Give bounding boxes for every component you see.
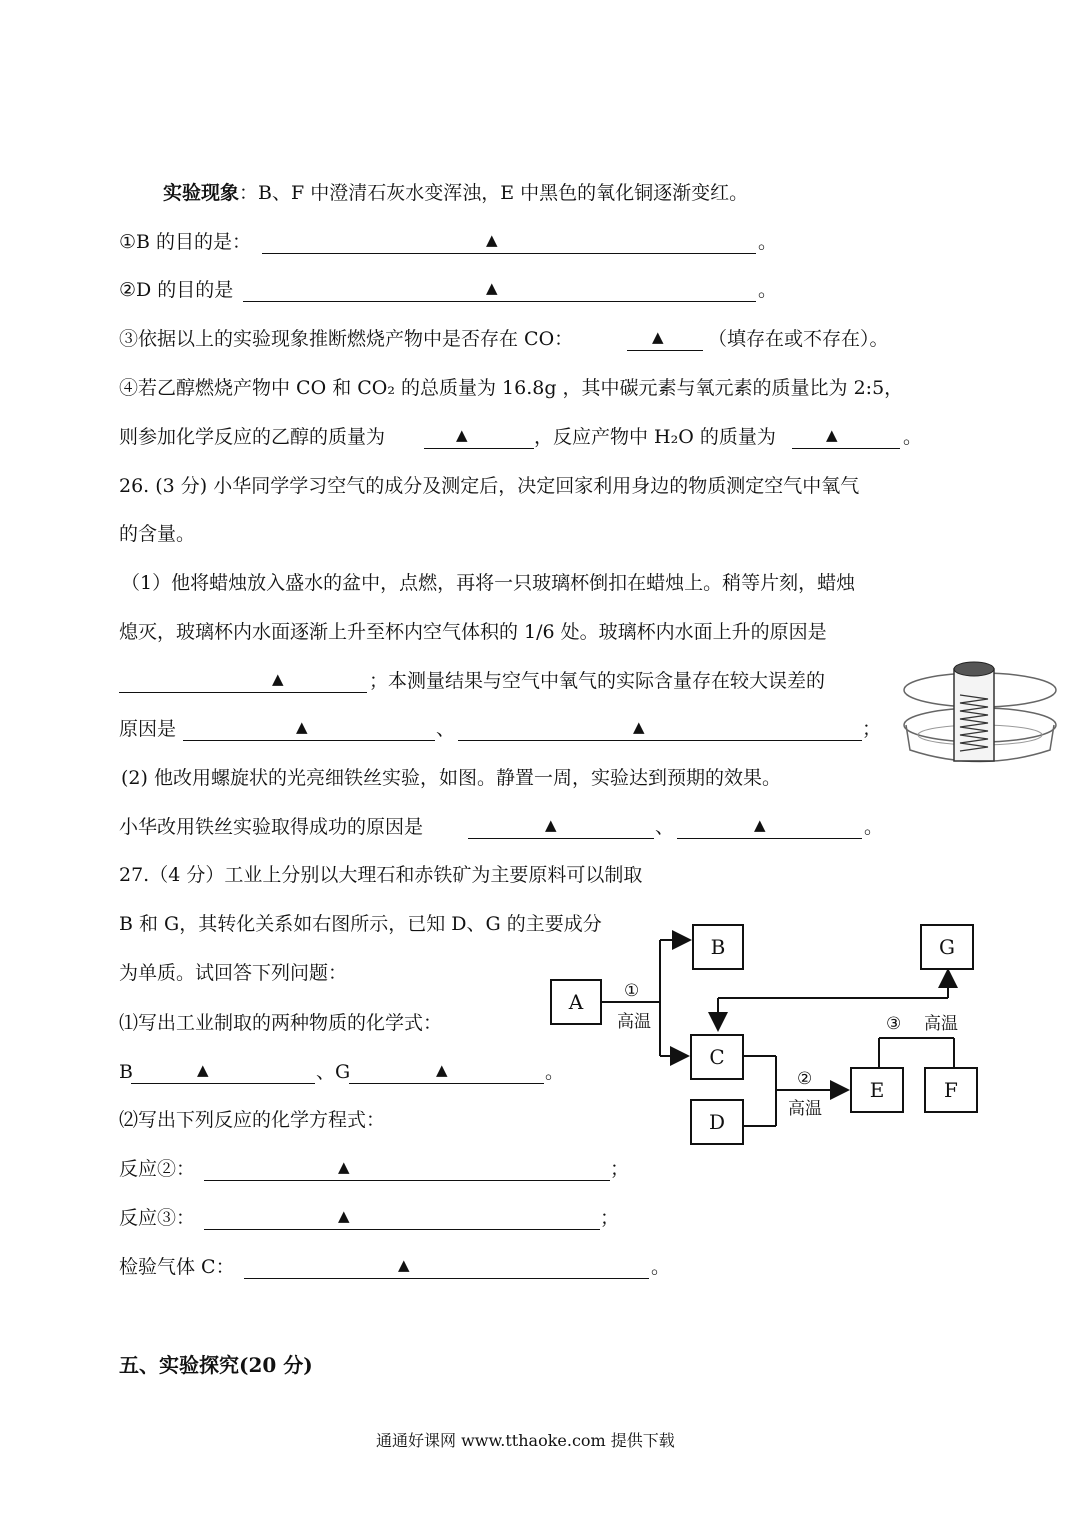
q26-p1-line1: （1）他将蜡烛放入盛水的盆中，点燃，再将一只玻璃杯倒扣在蜡烛上。稍等片刻，蜡烛 (121, 572, 856, 594)
answer-blank-error-2[interactable] (458, 716, 862, 741)
box-d: D (690, 1099, 744, 1145)
answer-marker: ▲ (272, 670, 284, 688)
answer-blank-water[interactable] (792, 424, 900, 449)
answer-marker: ▲ (456, 426, 468, 444)
period: 。 (864, 816, 884, 838)
answer-marker: ▲ (754, 816, 766, 834)
q-d-purpose: ②D 的目的是 (119, 279, 234, 301)
observation-label: 实验现象 (163, 182, 240, 204)
semicolon: ； (610, 1158, 630, 1180)
answer-blank-ethanol[interactable] (424, 424, 534, 449)
answer-marker: ▲ (486, 279, 498, 297)
answer-marker: ▲ (633, 718, 645, 736)
q27-sub2: ⑵写出下列反应的化学方程式： (119, 1109, 386, 1131)
period: 。 (758, 231, 778, 253)
period: 。 (903, 426, 923, 448)
semicolon: ； (600, 1207, 620, 1229)
answer-blank-error-1[interactable] (183, 716, 435, 741)
semicolon: ； (862, 718, 882, 740)
answer-blank-b-purpose[interactable] (262, 229, 756, 254)
answer-blank-reaction-3[interactable] (204, 1205, 600, 1230)
q-water-mass: ，反应产物中 H₂O 的质量为 (534, 426, 776, 448)
condition-high-temp-3: 高温 (924, 1014, 958, 1034)
q27-sub1: ⑴写出工业制取的两种物质的化学式： (119, 1012, 443, 1034)
q27-line2: B 和 G，其转化关系如右图所示，已知 D、G 的主要成分 (119, 913, 602, 935)
answer-blank-co[interactable] (627, 326, 703, 351)
box-f: F (924, 1067, 978, 1113)
step-2-label: ② (797, 1069, 813, 1089)
q26-p1-line3: ；本测量结果与空气中氧气的实际含量存在较大误差的 (369, 670, 826, 692)
answer-marker: ▲ (296, 718, 308, 736)
step-1-label: ① (624, 981, 640, 1001)
condition-high-temp-1: 高温 (617, 1012, 651, 1032)
q-mass-line1: ④若乙醇燃烧产物中 CO 和 CO₂ 的总质量为 16.8g ，其中碳元素与氧元素的质量比为 2:5， (119, 377, 904, 399)
answer-blank-success-1[interactable] (468, 814, 654, 839)
label-gas-c: 检验气体 C： (119, 1256, 235, 1278)
separator: 、 (436, 718, 456, 740)
q-b-purpose: ①B 的目的是： (119, 231, 252, 253)
label-b: B (119, 1061, 133, 1083)
q26-p2-line2: 小华改用铁丝实验取得成功的原因是 (119, 816, 424, 838)
answer-marker: ▲ (486, 231, 498, 249)
box-e: E (850, 1067, 904, 1113)
answer-marker: ▲ (197, 1061, 209, 1079)
period: 。 (758, 279, 778, 301)
period: 。 (545, 1061, 565, 1083)
observation-text: ：B、F 中澄清石灰水变浑浊，E 中黑色的氧化铜逐渐变红。 (239, 182, 749, 204)
box-g: G (920, 924, 974, 970)
label-g: 、G (316, 1061, 351, 1083)
experiment-observation (163, 180, 748, 206)
q-co-hint: （填存在或不存在）。 (708, 328, 889, 350)
answer-blank-success-2[interactable] (677, 814, 862, 839)
answer-marker: ▲ (338, 1158, 350, 1176)
answer-blank-gas-c[interactable] (244, 1254, 649, 1279)
answer-marker: ▲ (826, 426, 838, 444)
q26-line2: 的含量。 (119, 523, 196, 545)
box-a: A (550, 979, 602, 1025)
period: 。 (651, 1256, 671, 1278)
q-ethanol-mass: 则参加化学反应的乙醇的质量为 (119, 426, 386, 448)
condition-high-temp-2: 高温 (788, 1099, 822, 1119)
q26-line1: 26. (3 分) 小华同学学习空气的成分及测定后，决定回家利用身边的物质测定空气中氧气 (119, 475, 860, 497)
separator: 、 (655, 816, 675, 838)
answer-marker: ▲ (436, 1061, 448, 1079)
step-3-label: ③ (886, 1014, 902, 1034)
q26-p1-line2: 熄灭，玻璃杯内水面逐渐上升至杯内空气体积的 1/6 处。玻璃杯内水面上升的原因是 (119, 621, 827, 643)
footer-source: 通通好课网 www.tthaoke.com 提供下载 (376, 1431, 675, 1450)
box-c: C (690, 1034, 744, 1080)
answer-blank-formula-b[interactable] (131, 1059, 315, 1084)
answer-marker: ▲ (338, 1207, 350, 1225)
answer-marker: ▲ (545, 816, 557, 834)
answer-marker: ▲ (652, 328, 664, 346)
label-reaction-2: 反应②： (119, 1158, 196, 1180)
answer-marker: ▲ (398, 1256, 410, 1274)
q27-line3: 为单质。试回答下列问题： (119, 962, 348, 984)
q27-line1: 27.（4 分）工业上分别以大理石和赤铁矿为主要原料可以制取 (119, 864, 643, 886)
q26-p2-line1: (2) 他改用螺旋状的光亮细铁丝实验，如图。静置一周，实验达到预期的效果。 (121, 767, 781, 789)
label-reaction-3: 反应③： (119, 1207, 196, 1229)
q26-p1-line4: 原因是 (119, 718, 177, 740)
q-co-exists: ③依据以上的实验现象推断燃烧产物中是否存在 CO： (119, 328, 574, 350)
answer-blank-water-rise[interactable] (119, 668, 367, 693)
section-five-heading: 五、实验探究(20 分) (119, 1353, 313, 1377)
answer-blank-d-purpose[interactable] (243, 277, 756, 302)
box-b: B (692, 924, 744, 970)
beaker-iron-wire-illustration (900, 655, 1060, 775)
